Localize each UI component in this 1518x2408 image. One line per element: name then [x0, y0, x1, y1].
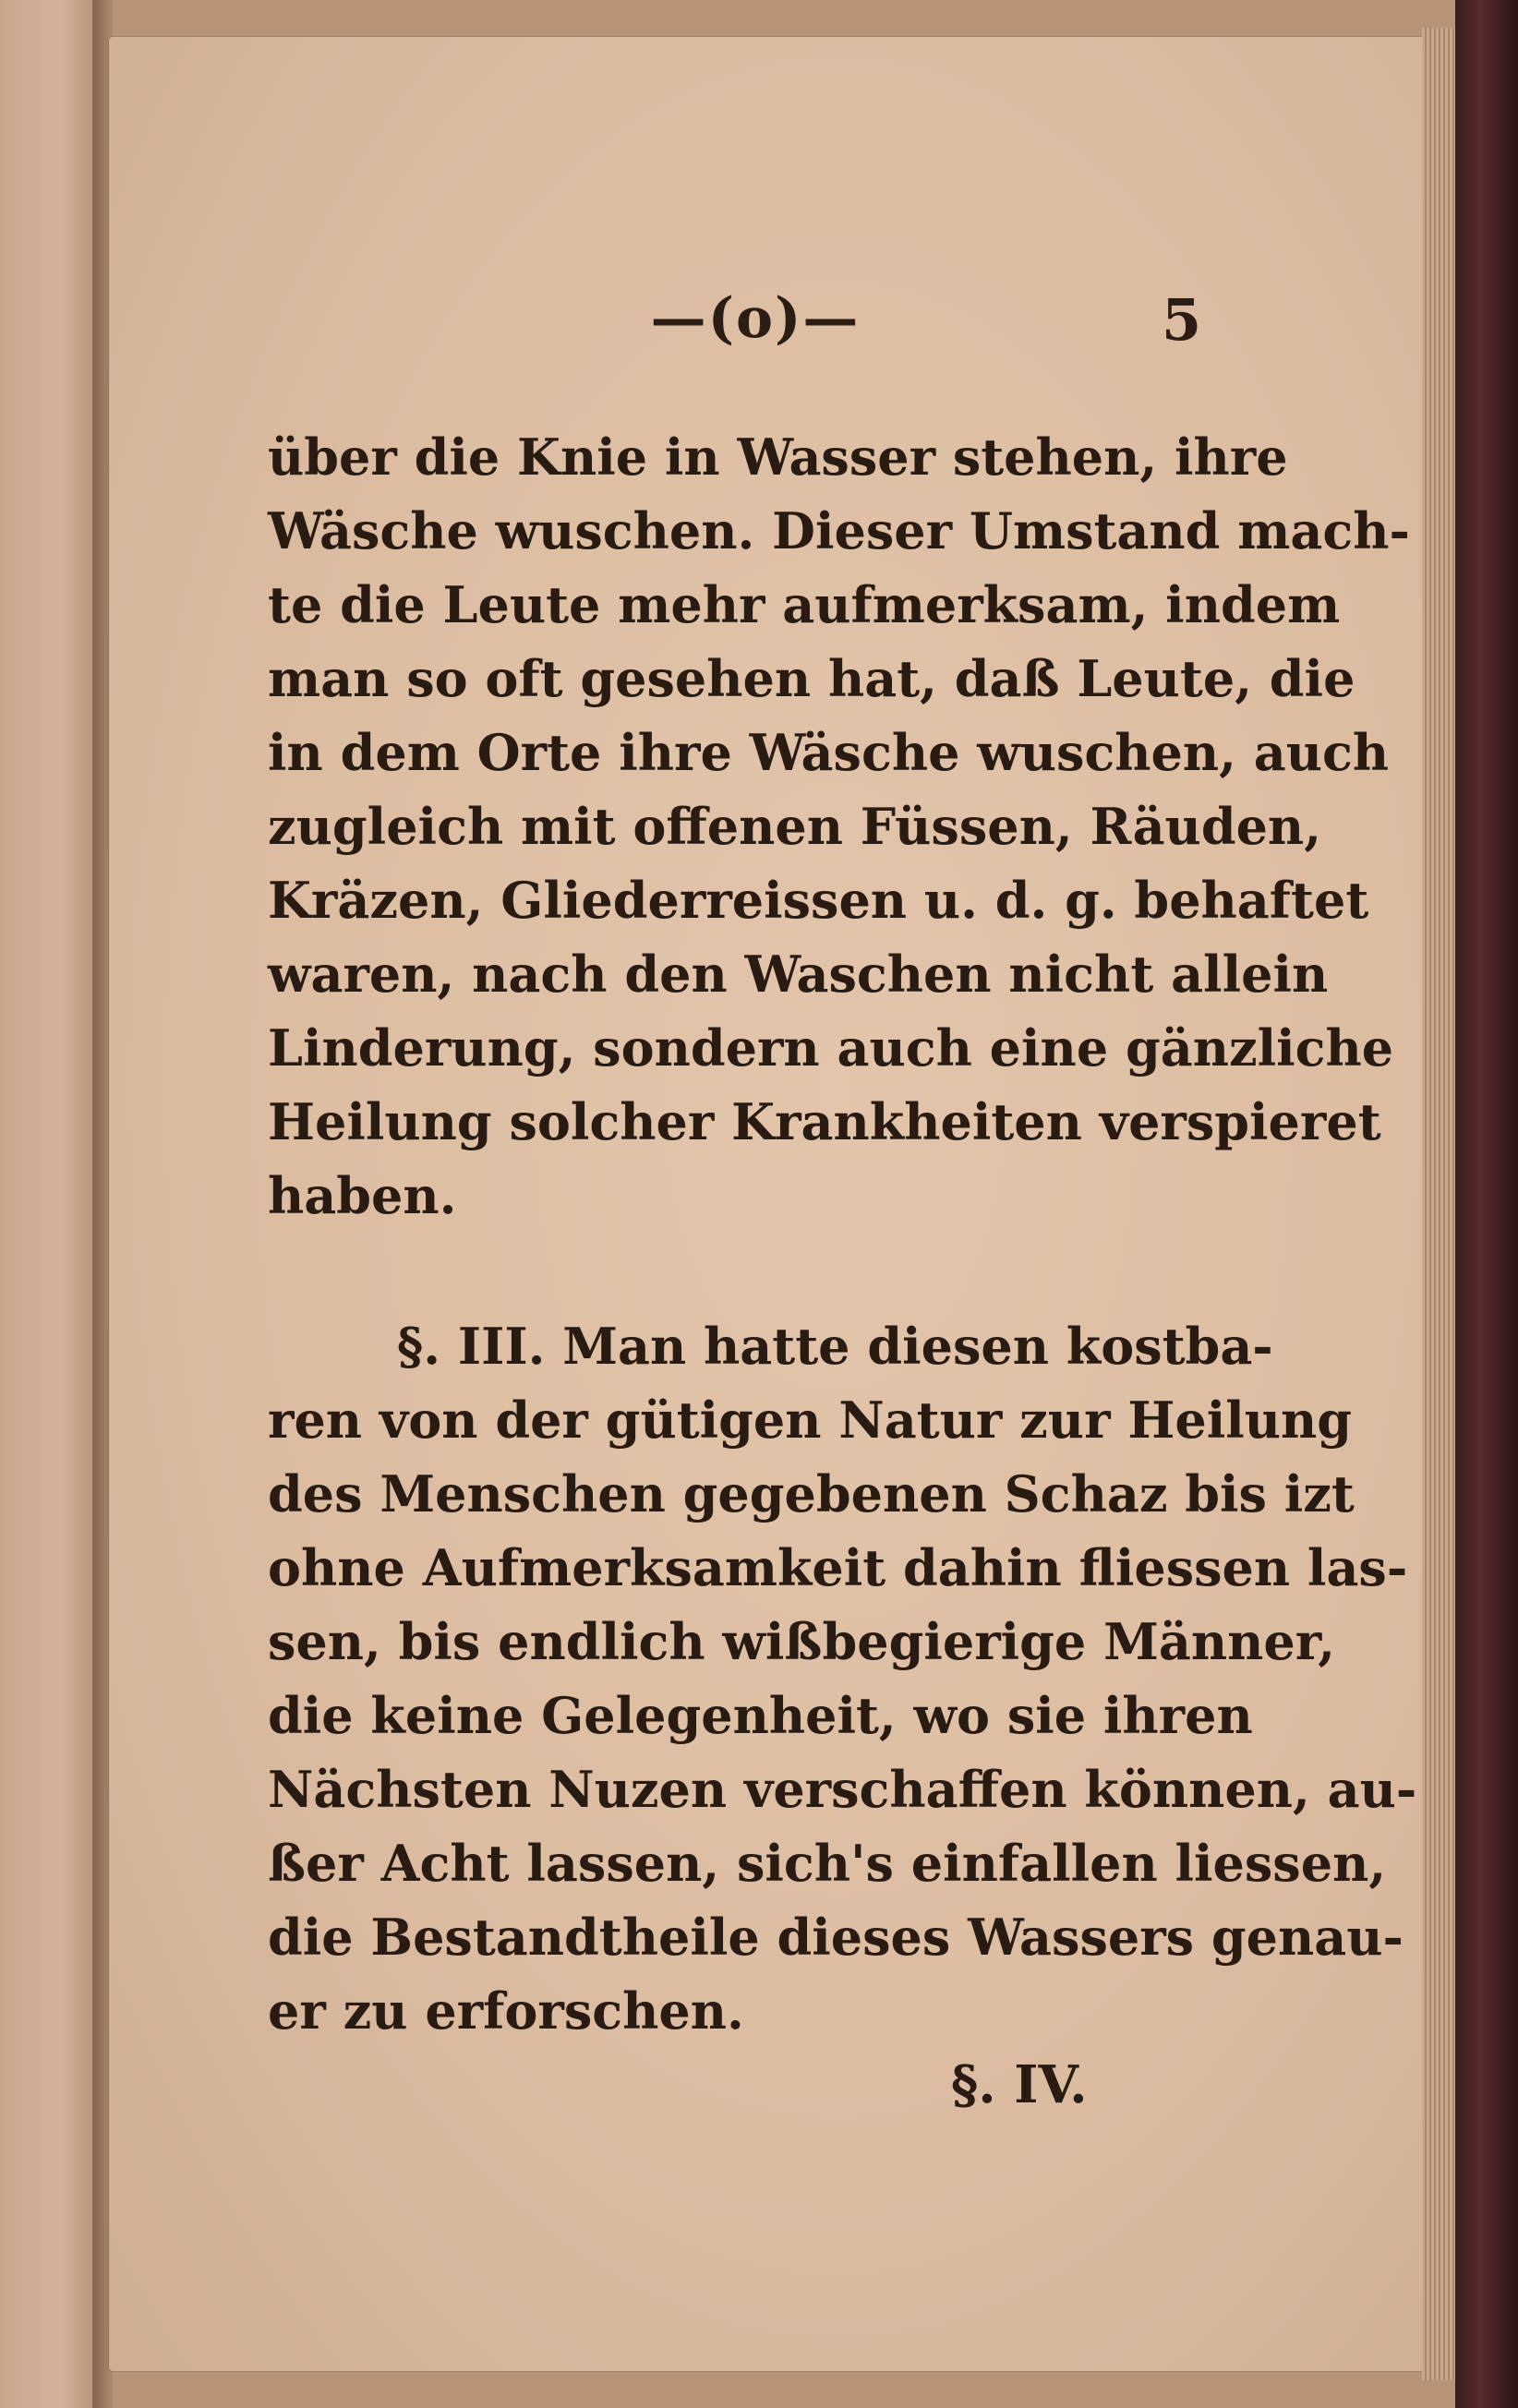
book-binding: [1455, 0, 1518, 2408]
text-line: über die Knie in Wasser stehen, ihre: [268, 427, 1288, 487]
text-line: Wäsche wuschen. Dieser Umstand mach-: [268, 501, 1410, 560]
text-line: die keine Gelegenheit, wo sie ihren: [268, 1686, 1253, 1745]
paragraph-1: [268, 420, 1410, 1233]
text-line: des Menschen gegebenen Schaz bis izt: [268, 1464, 1355, 1523]
header-ornament: —(o)—: [650, 286, 861, 351]
text-line: Heilung solcher Krankheiten verspieret: [268, 1092, 1381, 1151]
text-line: Kräzen, Gliederreissen u. d. g. behaftet: [268, 871, 1369, 930]
text-line: Linderung, sondern auch eine gänzliche: [268, 1018, 1394, 1078]
text-line: zugleich mit offenen Füssen, Räuden,: [268, 797, 1321, 856]
text-line: Nächsten Nuzen verschaffen können, au-: [268, 1760, 1417, 1819]
catchword: §. IV.: [951, 2054, 1088, 2115]
text-line: in dem Orte ihre Wäsche wuschen, auch: [268, 723, 1390, 782]
text-line: waren, nach den Waschen nicht allein: [268, 945, 1329, 1004]
text-line: haben.: [268, 1166, 457, 1225]
page-edges: [1422, 28, 1455, 2380]
text-line: te die Leute mehr aufmerksam, indem: [268, 575, 1341, 634]
text-line: ßer Acht lassen, sich's einfallen liessen,: [268, 1834, 1387, 1893]
paragraph-2: [268, 1309, 1417, 2048]
left-page: [0, 0, 100, 2408]
page-header: [109, 286, 1429, 360]
text-line: die Bestandtheile dieses Wassers genau-: [268, 1908, 1404, 1967]
page-number: 5: [1162, 286, 1202, 354]
text-line: ohne Aufmerksamkeit dahin fliessen las-: [268, 1538, 1408, 1597]
section-heading-line: §. III. Man hatte diesen kostba-: [397, 1317, 1273, 1376]
text-line: er zu erforschen.: [268, 1981, 744, 2041]
text-line: ren von der gütigen Natur zur Heilung: [268, 1391, 1352, 1450]
text-line: man so oft gesehen hat, daß Leute, die: [268, 649, 1355, 708]
text-line: sen, bis endlich wißbegierige Männer,: [268, 1612, 1336, 1671]
